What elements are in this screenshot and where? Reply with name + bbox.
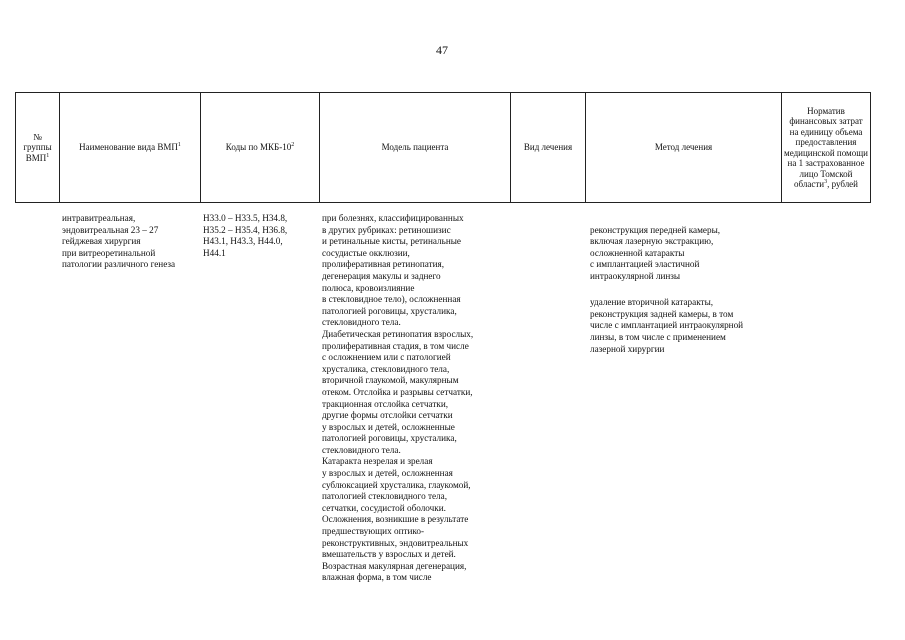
cell-treatment-method <box>590 213 780 367</box>
header-financial-norm: Норматив финансовых затрат на единицу объема предоставления медицинской помощи на 1 застрахованное лицо Томской области$^3$, рублей <box>782 93 871 203</box>
method-item-2: удаление вторичной катаракты, реконструкция задней камеры, в том числе с имплантацией интраокулярной линзы, в том числе с применением лазерной хирургии <box>590 297 744 354</box>
header-vmp-name: Наименование вида ВМП$^1$ <box>60 93 201 203</box>
header-treatment-type: Вид лечения <box>511 93 586 203</box>
page-number: 47 <box>436 43 448 57</box>
header-mkb-codes: Коды по МКБ-$10^2$ <box>201 93 320 203</box>
header-treatment-method: Метод лечения <box>586 93 782 203</box>
method-item-1: реконструкция передней камеры, включая лазерную экстракцию, осложненной катаракты с имплантацией эластичной интраокулярной линзы <box>590 224 721 281</box>
cell-vmp-name: интравитреальная, эндовитреальная 23 – 27 гейджевая хирургия при витреоретинальной патологии различного генеза <box>62 213 176 270</box>
header-group-no: № группы ВМП$^1$ <box>16 93 60 203</box>
cell-mkb-codes: H33.0 – H33.5, H34.8, H35.2 – H35.4, H36.8, H43.1, H43.3, H44.0, H44.1 <box>203 213 288 258</box>
header-patient-model: Модель пациента <box>320 93 511 203</box>
cell-patient-model: при болезнях, классифицированных в других рубриках: ретиношизис и ретинальные кисты, ретинальные сосудистые окклюзии, пролиферативная ретинопатия, дегенерация макулы и заднего полюса, кровоизлияние в стекловидное тело), осложненная патологией роговицы, хрусталика, стекловидного тела. Диабетическая ретинопатия взрослых, пролиферативная стадия, в том числе с осложнением или с патологией хрусталика, стекловидного тела, вторичной глаукомой, макулярным отеком. Отслойка и разрывы сетчатки, тракционная отслойка сетчатки, другие формы отслойки сетчатки у взрослых и детей, осложненные патологией роговицы, хрусталика, стекловидного тела. Катаракта незрелая и зрелая у взрослых и детей, осложненная сублюксацией хрусталика, глаукомой, патологией стекловидного тела, сетчатки, сосудистой оболочки. Осложнения, возникшие в результате предшествующих оптико- реконструктивных, эндовитреальных вмешательств у взрослых и детей. Возрастная макулярная дегенерация, влажная форма, в том числе <box>322 213 474 583</box>
table-header <box>15 92 871 203</box>
